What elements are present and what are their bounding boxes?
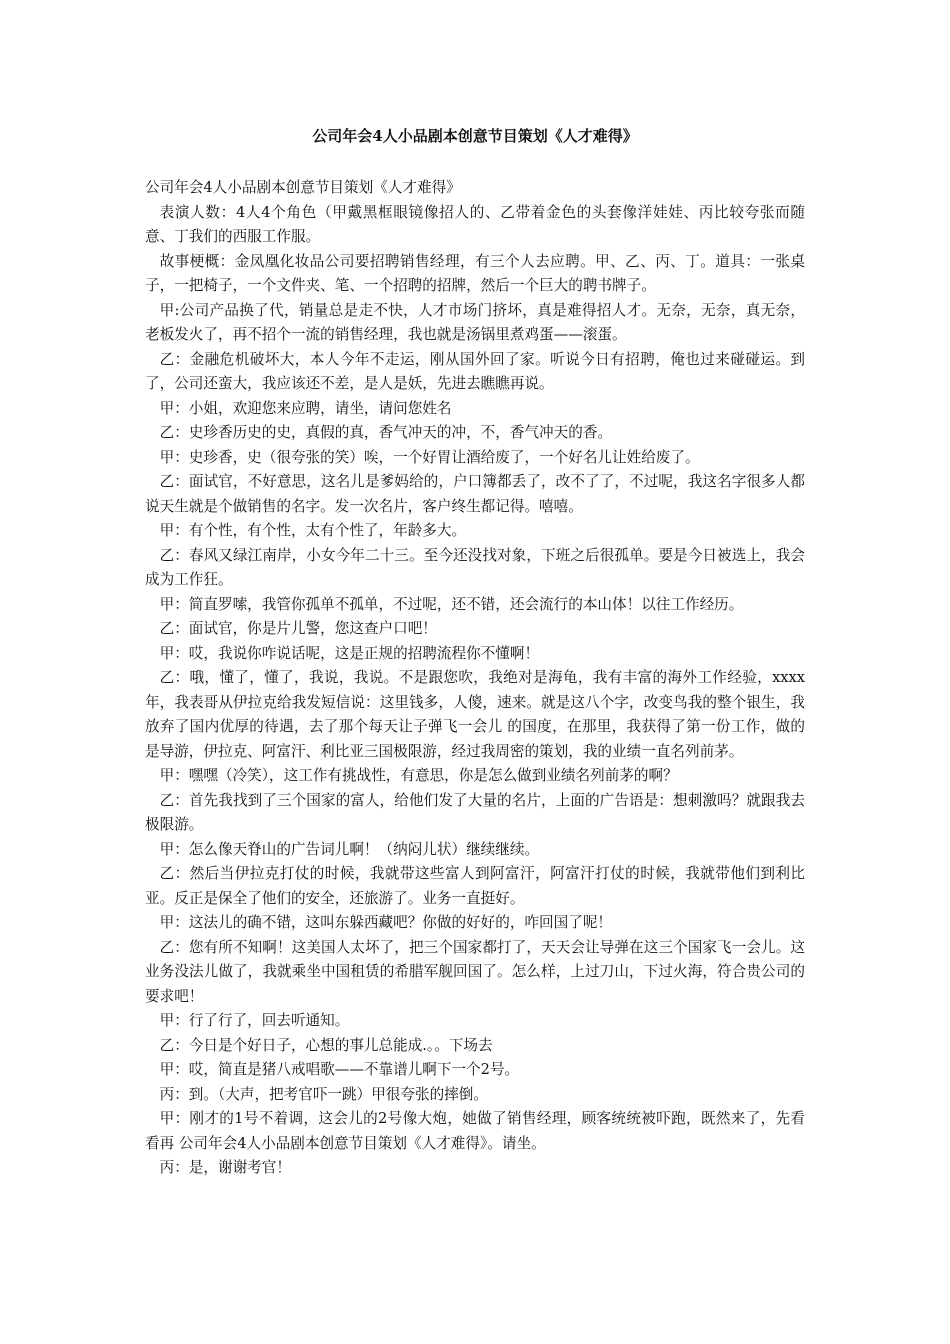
- paragraph: 丙：到。（大声，把考官吓一跳）甲很夸张的摔倒。: [159, 1085, 488, 1103]
- paragraph: 甲：嘿嘿（冷笑），这工作有挑战性，有意思，你是怎么做到业绩名列前茅的啊？: [159, 767, 678, 784]
- paragraph: 乙：面试官，你是片儿警，您这查户口吧！: [159, 620, 437, 637]
- paragraph: 故事梗概：金凤凰化妆品公司要招聘销售经理，有三个人去应聘。甲、乙、丙、丁。道具：一张桌子，一把椅子，一个文件夹、笔、一个招聘的招牌，然后一个巨大的聘书牌子。: [145, 252, 805, 294]
- document-title: 公司年会4人小品剧本创意节目策划《人才难得》: [312, 127, 638, 145]
- paragraph: 甲：刚才的1号不着调，这会儿的2号像大炮，她做了销售经理，顾客统统被吓跑，既然来了，先看看再 公司年会4人小品剧本创意节目策划《人才难得》。请坐。: [145, 1110, 805, 1152]
- paragraph: 乙：金融危机破坏大，本人今年不走运，刚从国外回了家。听说今日有招聘，俺也过来碰碰运。到了，公司还蛮大，我应该还不差，是人是妖，先进去瞧瞧再说。: [145, 350, 805, 392]
- paragraph: 甲：小姐，欢迎您来应聘，请坐，请问您姓名: [159, 399, 452, 417]
- paragraph: 甲：哎，我说你咋说话呢，这是正规的招聘流程你不懂啊！: [159, 644, 540, 662]
- paragraph: 甲：哎，简直是猪八戒唱歌——不靠谱儿啊下一个2号。: [159, 1061, 520, 1078]
- paragraph: 乙：您有所不知啊！这美国人太坏了，把三个国家都打了，天天会让导弹在这三个国家飞一会儿。这业务没法儿做了，我就乘坐中国租赁的希腊军舰回国了。怎么样，上过刀山，下过火海，符合贵公司的要求吧！: [145, 938, 805, 1005]
- paragraph: 甲：行了行了，回去听通知。: [159, 1012, 350, 1029]
- document-subtitle: 公司年会4人小品剧本创意节目策划《人才难得》: [145, 179, 461, 196]
- paragraph: 乙：史珍香历史的史，真假的真，香气冲天的冲，不，香气冲天的香。: [159, 424, 613, 441]
- paragraph: 甲：怎么像天脊山的广告词儿啊！（纳闷儿状）继续继续。: [159, 840, 540, 858]
- paragraph: 乙：哦，懂了，懂了，我说，我说。不是跟您吹，我绝对是海龟，我有丰富的海外工作经验，xxxx年，我表哥从伊拉克给我发短信说：这里钱多，人傻，速来。就是这八个字，改变鸟我的整个银生，我放弃了国内优厚的待遇，去了那个每天让子弹飞一会儿 的国度，在那里，我获得了第一份工作，做的是导游，伊拉克、阿富汗、利比亚三国极限游，经过我周密的策划，我的业绩一直名列前茅。: [145, 669, 805, 760]
- paragraph-list: [145, 201, 805, 1181]
- paragraph: 乙：今日是个好日子，心想的事儿总能成.。。下场去: [159, 1036, 493, 1054]
- paragraph: 甲：简直罗嗦，我管你孤单不孤单，不过呢，还不错，还会流行的本山体！以往工作经历。: [159, 595, 744, 613]
- paragraph: 乙：然后当伊拉克打仗的时候，我就带这些富人到阿富汗，阿富汗打仗的时候，我就带他们到利比亚。反正是保全了他们的安全，还旅游了。业务一直挺好。: [145, 865, 805, 907]
- paragraph: 甲:公司产品换了代，销量总是走不快，人才市场门挤坏，真是难得招人才。无奈，无奈，真无奈，老板发火了，再不招个一流的销售经理，我也就是汤锅里煮鸡蛋——滚蛋。: [145, 301, 805, 343]
- paragraph: 甲：有个性，有个性，太有个性了，年龄多大。: [159, 522, 467, 539]
- document-body: [145, 176, 805, 1181]
- paragraph: 甲：这法儿的确不错，这叫东躲西藏吧？你做的好好的，咋回国了呢！: [159, 914, 613, 931]
- paragraph: 丙：是，谢谢考官！: [159, 1159, 291, 1176]
- paragraph: 乙：面试官，不好意思，这名儿是爹妈给的，户口簿都丢了，改不了了，不过呢，我这名字很多人都说天生就是个做销售的名字。发一次名片，客户终生都记得。嘻嘻。: [145, 473, 805, 515]
- paragraph: 乙：首先我找到了三个国家的富人，给他们发了大量的名片，上面的广告语是：想刺激吗？就跟我去极限游。: [145, 791, 805, 833]
- paragraph: 乙：春风又绿江南岸，小女今年二十三。至今还没找对象，下班之后很孤单。要是今日被选上，我会成为工作狂。: [145, 546, 805, 588]
- paragraph: 甲：史珍香，史（很夸张的笑）唉，一个好胃让酒给废了，一个好名儿让姓给废了。: [159, 448, 700, 466]
- paragraph: 表演人数：4人4个角色（甲戴黑框眼镜像招人的、乙带着金色的头套像洋娃娃、丙比较夸张而随意、丁我们的西服工作服。: [145, 203, 805, 245]
